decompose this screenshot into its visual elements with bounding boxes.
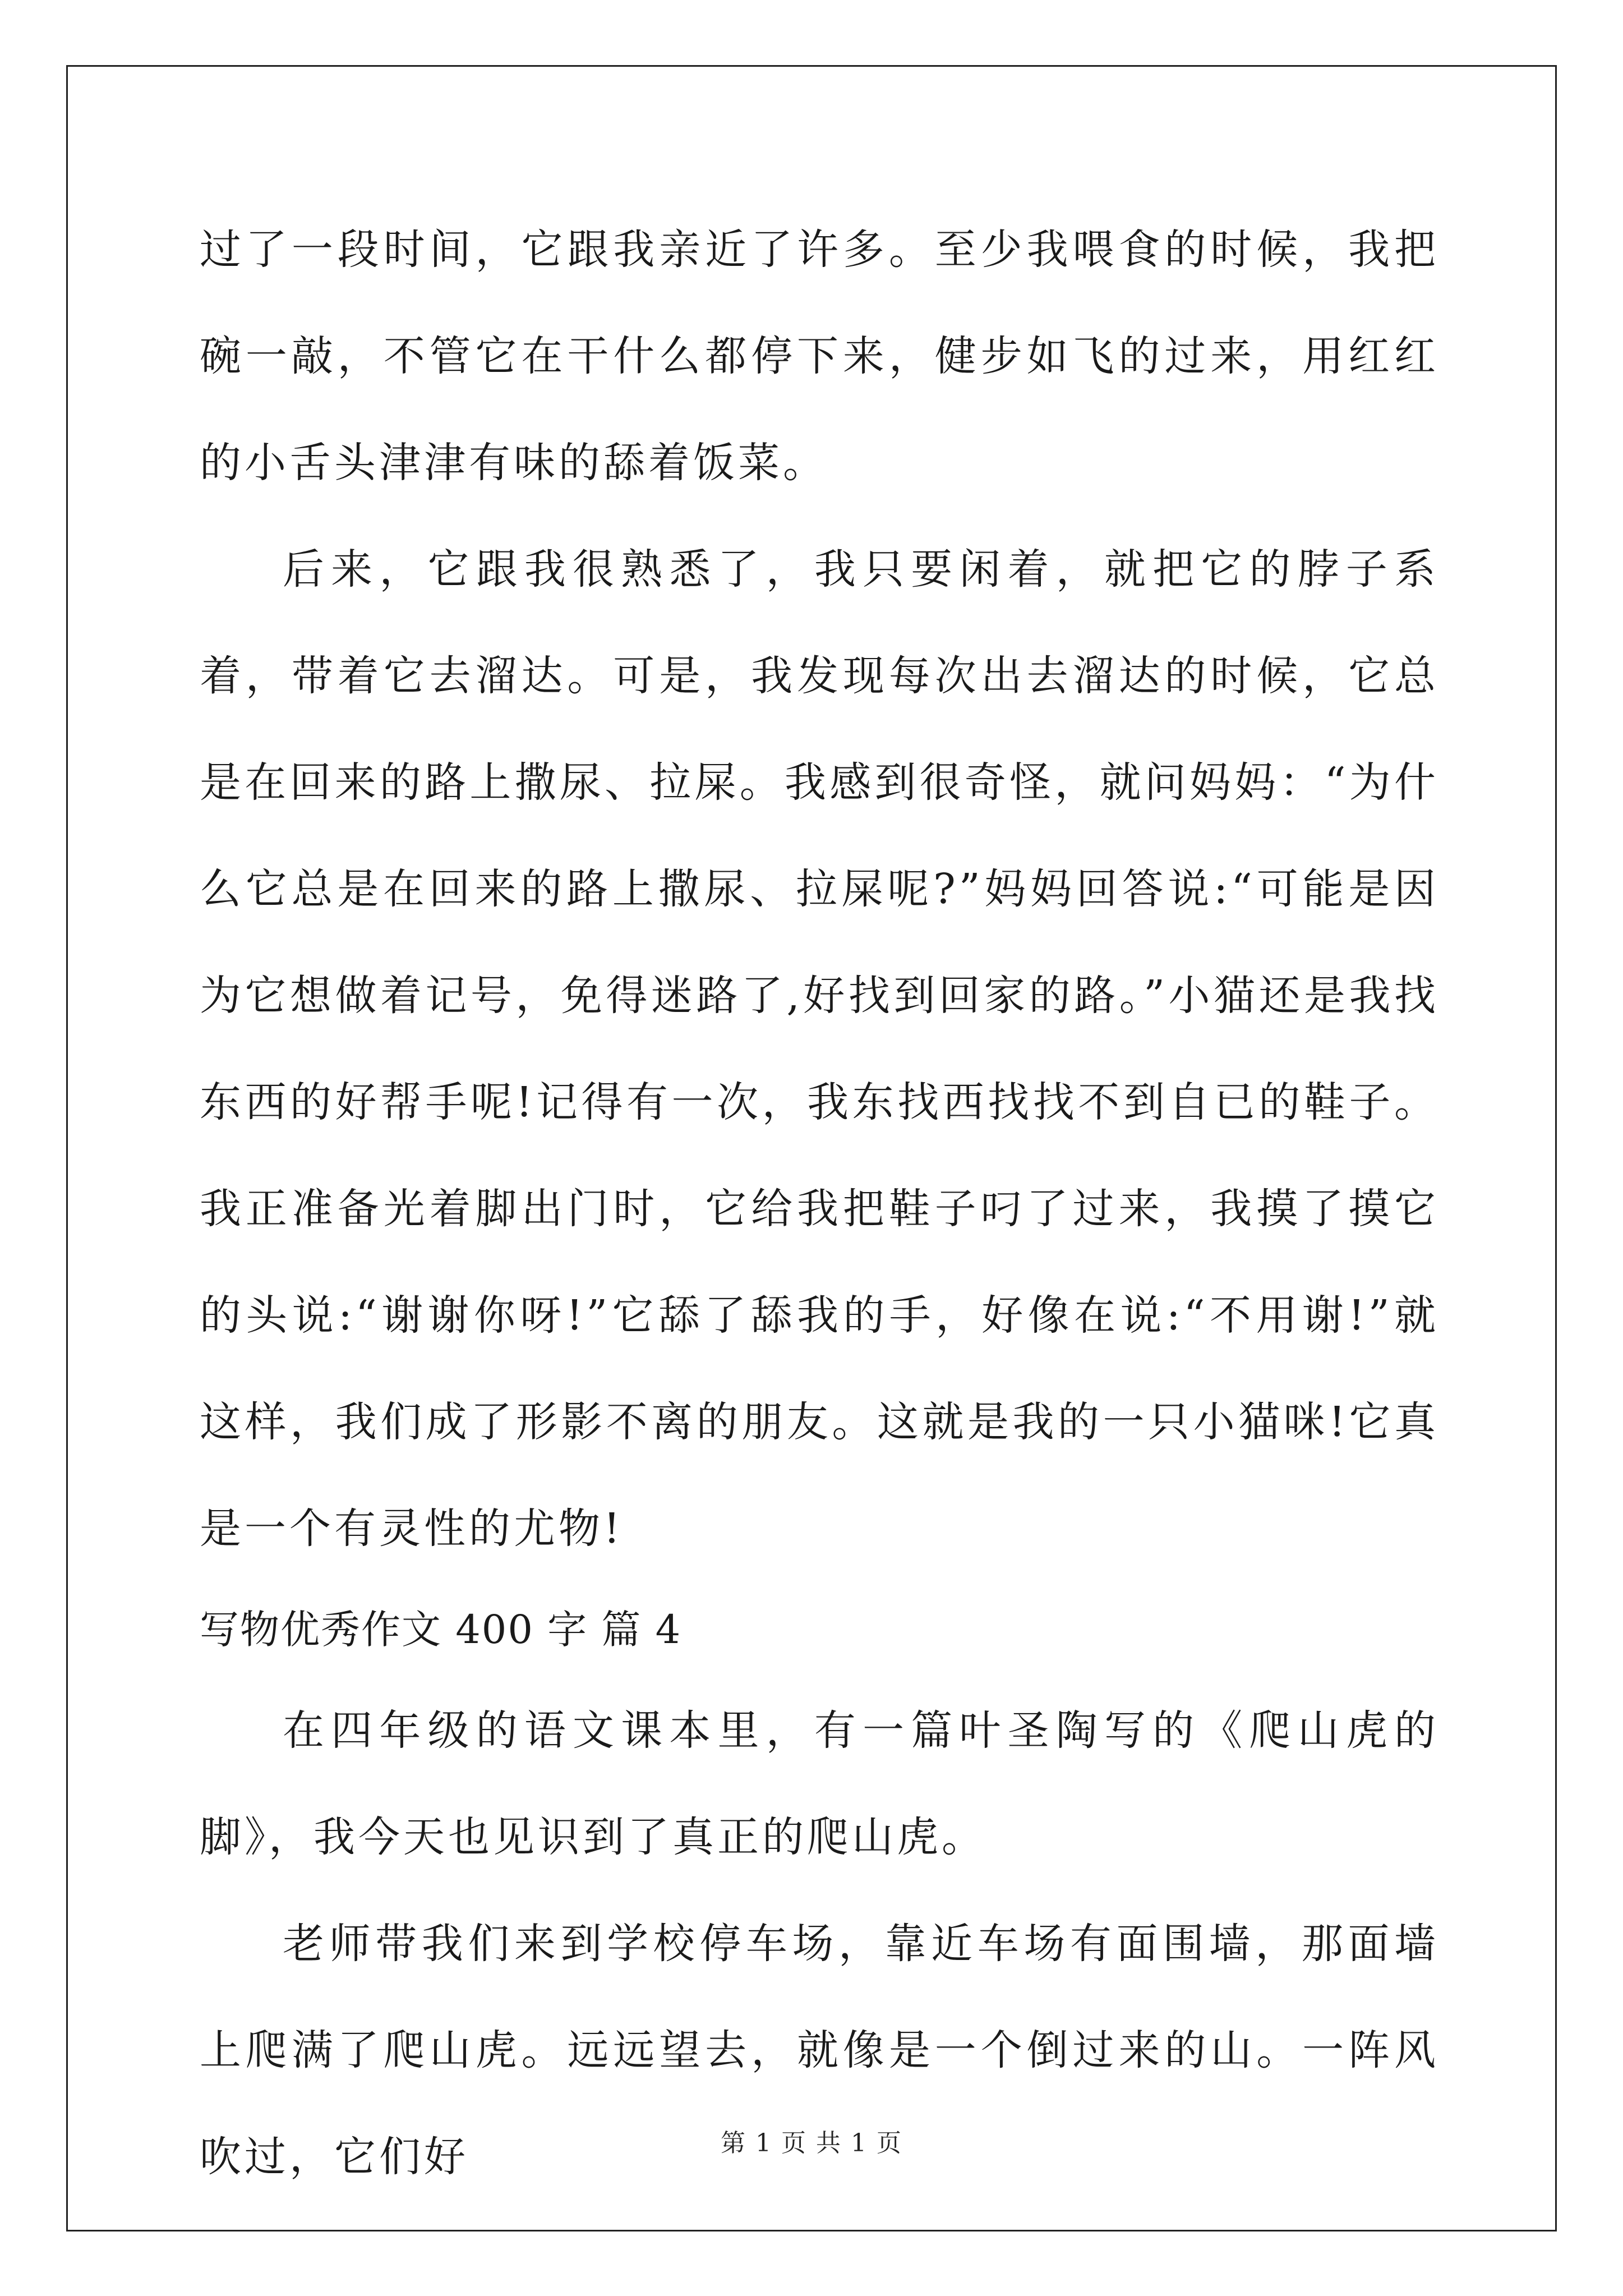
paragraph-ivy-intro: 在四年级的语文课本里，有一篇叶圣陶写的《爬山虎的脚》，我今天也见识到了真正的爬山虎。 bbox=[200, 1706, 1439, 1861]
paragraph-cat-closeness: 过了一段时间，它跟我亲近了许多。至少我喂食的时候，我把碗一敲，不管它在干什么都停下来，健步如飞的过来，用红红的小舌头津津有味的舔着饭菜。 bbox=[200, 226, 1439, 487]
page-footer: 第 1 页 共 1 页 bbox=[721, 2129, 902, 2157]
essay-heading: 写物优秀作文 400 字 篇 4 bbox=[200, 1607, 682, 1653]
paragraph-cat-walks: 后来，它跟我很熟悉了，我只要闲着，就把它的脖子系着，带着它去溜达。可是，我发现每次出去溜达的时候，它总是在回来的路上撒尿、拉屎。我感到很奇怪，就问妈妈：“为什么它总是在回来的路上撒尿、拉屎呢?”妈妈回答说:“可能是因为它想做着记号，免得迷路了,好找到回家的路。”小猫还是我找东西的好帮手呢!记得有一次，我东找西找找不到自已的鞋子。我正准备光着脚出门时，它给我把鞋子叼了过来，我摸了摸它的头说:“谢谢你呀!”它舔了舔我的手，好像在说:“不用谢!”就这样，我们成了形影不离的朋友。这就是我的一只小猫咪!它真是一个有灵性的尤物! bbox=[200, 545, 1439, 1553]
paragraph-ivy-wall: 老师带我们来到学校停车场，靠近车场有面围墙，那面墙上爬满了爬山虎。远远望去，就像是一个倒过来的山。一阵风吹过，它们好 bbox=[200, 1920, 1439, 2181]
document-body bbox=[200, 196, 1439, 2210]
